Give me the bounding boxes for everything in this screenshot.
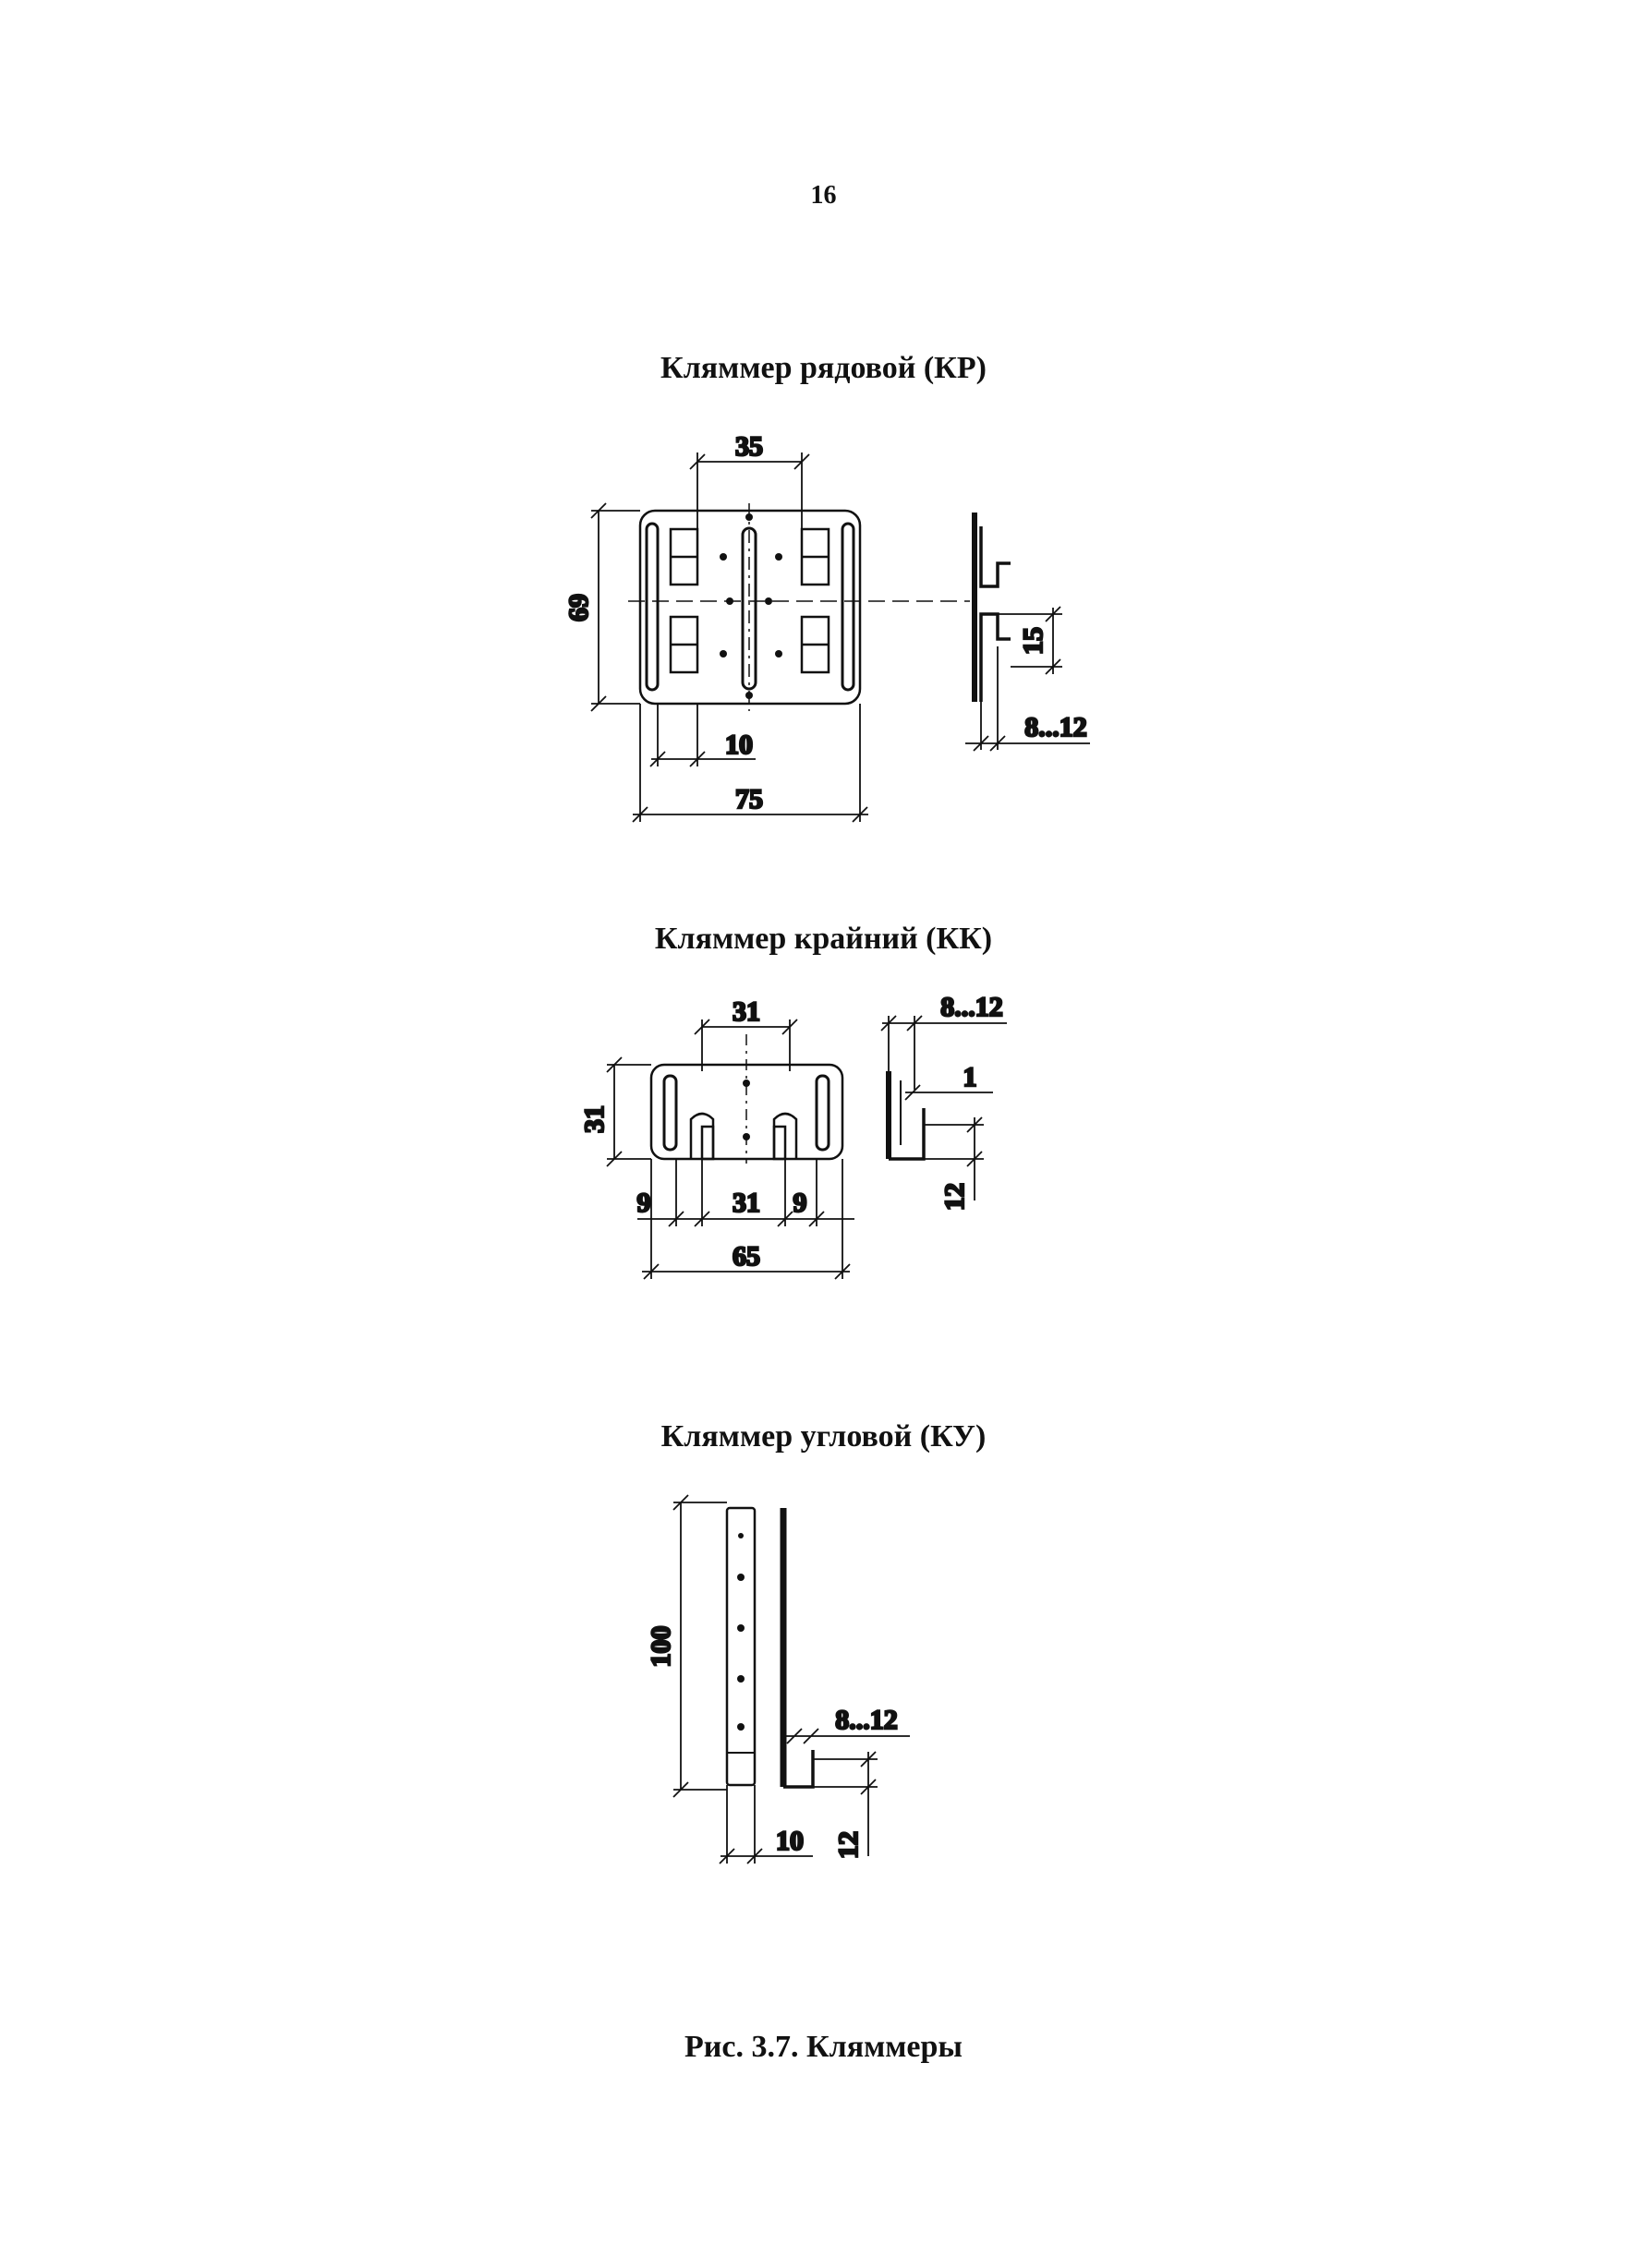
- dim-kr-bend: 15: [1018, 627, 1048, 655]
- dim-ku-depth: 8...12: [835, 1705, 898, 1735]
- dim-kr-slot: 10: [725, 730, 753, 760]
- clamp-ku-side-view: [783, 1508, 813, 1787]
- dim-ku-width: 10: [776, 1826, 804, 1856]
- dim-kk-width: 65: [733, 1241, 760, 1272]
- dim-kk-thickness: 1: [963, 1062, 977, 1092]
- clamp-kk-dimensions: [607, 1019, 854, 1279]
- dim-kk-height: 12: [939, 1183, 970, 1211]
- clamp-kk-side-view: [889, 1071, 924, 1159]
- dim-kr-depth: 8...12: [1024, 712, 1087, 742]
- clamp-ku-front-view: [727, 1508, 755, 1785]
- dim-kk-bottom-left: 9: [636, 1188, 651, 1218]
- page-number: 16: [810, 181, 837, 210]
- clamp-kr-side-view: [975, 513, 1011, 702]
- dim-kr-width: 75: [735, 784, 763, 814]
- clamp-kr-dimensions: [591, 452, 868, 822]
- dim-ku-height: 100: [646, 1625, 676, 1668]
- figure-caption: Рис. 3.7. Кляммеры: [684, 2030, 963, 2064]
- dim-kr-left: 69: [563, 594, 594, 621]
- section-title-kk: Кляммер крайний (КК): [654, 922, 993, 956]
- dim-kk-depth: 8...12: [940, 992, 1003, 1022]
- dim-kk-top: 31: [733, 996, 760, 1027]
- dim-kk-bottom-right: 9: [793, 1188, 807, 1218]
- section-title-ku: Кляммер угловой (КУ): [660, 1419, 987, 1454]
- dim-kk-left: 31: [579, 1105, 610, 1133]
- clamp-kk-front-view: [651, 1034, 842, 1164]
- dim-kk-bottom-mid: 31: [733, 1188, 760, 1218]
- dim-kr-top: 35: [735, 431, 763, 462]
- clamp-kr-front-view: [628, 503, 970, 711]
- dim-ku-hook: 12: [833, 1831, 864, 1859]
- section-title-kr: Кляммер рядовой (КР): [660, 351, 987, 385]
